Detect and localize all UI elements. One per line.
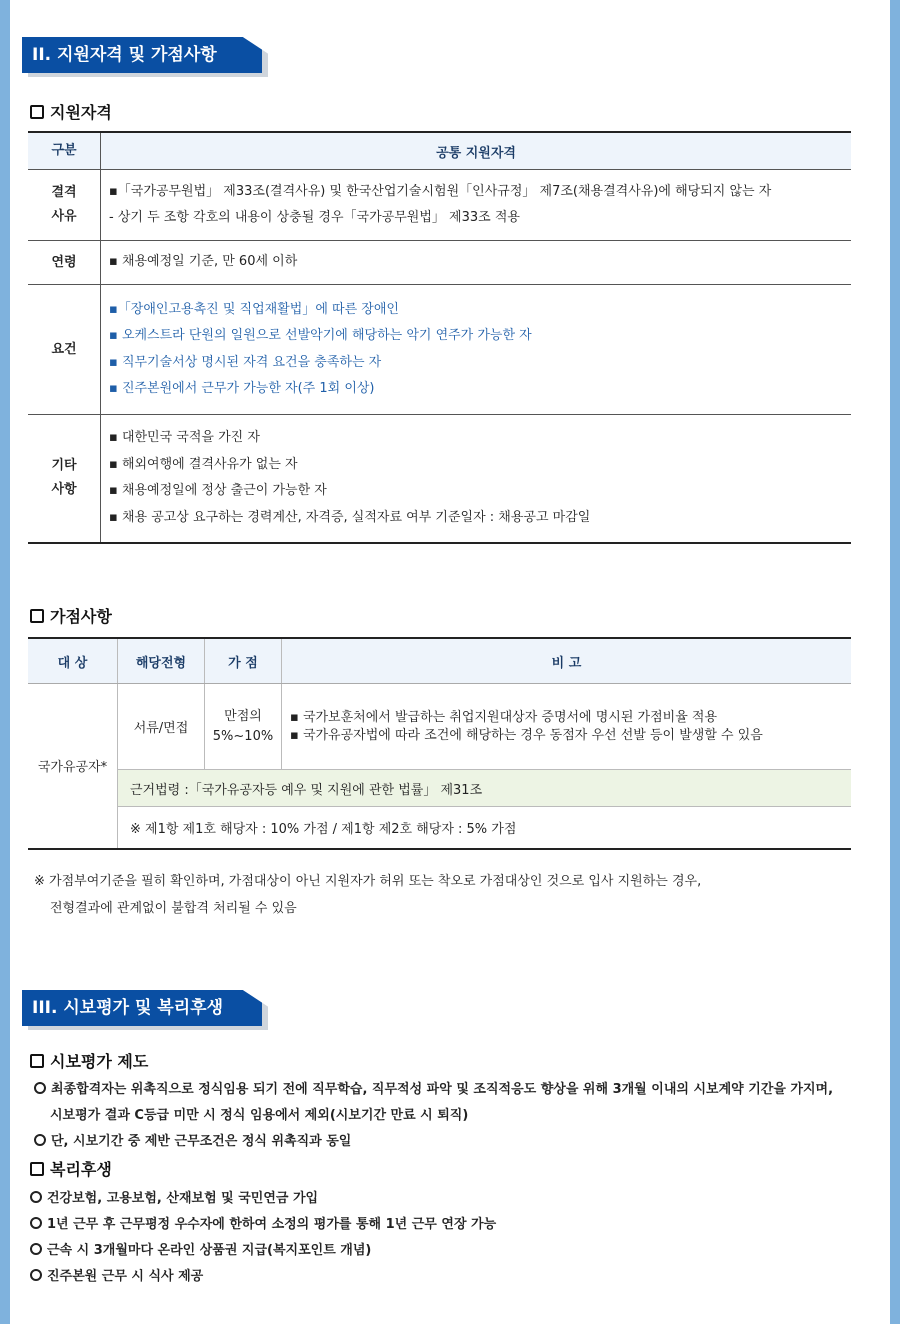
list-item: 1년 근무 후 근무평정 우수자에 한하여 소정의 평가를 통해 1년 근무 연장 가능 xyxy=(30,1213,496,1232)
right-border xyxy=(890,0,900,1324)
legal-basis: 근거법령 :「국가유공자등 예우 및 지원에 관한 법률」 제31조 xyxy=(118,770,852,807)
list-item: 최종합격자는 위촉직으로 정식임용 되기 전에 직무학습, 직무적성 파악 및 조직적응도 향상을 위해 3개월 이내의 시보계약 기간을 가지며, xyxy=(34,1078,833,1097)
list-item: 단, 시보기간 중 제반 근무조건은 정식 위촉직과 동일 xyxy=(34,1130,351,1149)
table-header-row xyxy=(28,132,851,170)
square-bullet-icon xyxy=(30,609,44,623)
circle-bullet-icon xyxy=(30,1243,42,1255)
qualification-table xyxy=(28,131,851,544)
header-points: 가 점 xyxy=(205,638,282,684)
header-common-qualification: 공통 지원자격 xyxy=(101,132,852,170)
section-2-header xyxy=(22,37,268,77)
list-item: 건강보험, 고용보험, 산재보험 및 국민연금 가입 xyxy=(30,1187,318,1206)
header-remarks: 비 고 xyxy=(282,638,852,684)
section-2-title: II. 지원자격 및 가점사항 xyxy=(32,45,217,65)
table-row: 연령 ▪ 채용예정일 기준, 만 60세 이하 xyxy=(28,241,851,285)
table-row: 결격 사유 ▪「국가공무원법」 제33조(결격사유) 및 한국산업기술시험원「인사규정」 제7조(채용결격사유)에 해당되지 않는 자 - 상기 두 조항 각호의 내용이 상충될 경우「국가공무원법」 제33조 적용 xyxy=(28,170,851,241)
bonus-stage: 서류/면접 xyxy=(118,684,205,770)
bonus-target: 국가유공자* xyxy=(28,684,118,849)
circle-bullet-icon xyxy=(34,1134,46,1146)
qualification-heading: 지원자격 xyxy=(30,100,112,123)
table-row: 요건 ▪「장애인고용촉진 및 직업재활법」에 따른 장애인 ▪ 오케스트라 단원의 일원으로 선발악기에 해당하는 악기 연주가 가능한 자 ▪ 직무기술서상 명시된 자격 요건을 충족하는 자 ▪ 진주본원에서 근무가 가능한 자(주 1회 이상) xyxy=(28,285,851,415)
welfare-heading: 복리후생 xyxy=(30,1157,112,1180)
table-row xyxy=(28,770,851,807)
table-row: 기타 사항 ▪ 대한민국 국적을 가진 자 ▪ 해외여행에 결격사유가 없는 자 ▪ 채용예정일에 정상 출근이 가능한 자 ▪ 채용 공고상 요구하는 경력계산, 자격증, 실적자료 여부 기준일자 : 채용공고 마감일 xyxy=(28,415,851,543)
table-header-row xyxy=(28,638,851,684)
clause-note: ※ 제1항 제1호 해당자 : 10% 가점 / 제1항 제2호 해당자 : 5% 가점 xyxy=(130,821,517,837)
square-bullet-icon xyxy=(30,1162,44,1176)
bonus-note-line2: 전형결과에 관계없이 불합격 처리될 수 있음 xyxy=(50,901,297,916)
section-3-title: III. 시보평가 및 복리후생 xyxy=(32,998,223,1018)
list-item: 근속 시 3개월마다 온라인 상품권 지급(복지포인트 개념) xyxy=(30,1239,371,1258)
circle-bullet-icon xyxy=(30,1191,42,1203)
table-row: 국가유공자* 서류/면접 만점의 5%~10% ▪ 국가보훈처에서 발급하는 취업지원대상자 증명서에 명시된 가점비율 적용 ▪ 국가유공자법에 따라 조건에 해당하는 경우 동점자 우선 선발 등이 발생할 수 있음 xyxy=(28,684,851,770)
circle-bullet-icon xyxy=(30,1217,42,1229)
header-target: 대 상 xyxy=(28,638,118,684)
bonus-table xyxy=(28,637,851,850)
bonus-note-line1: ※ 가점부여기준을 필히 확인하며, 가점대상이 아닌 지원자가 허위 또는 착오로 가점대상인 것으로 입사 지원하는 경우, xyxy=(34,874,702,889)
section-3-header xyxy=(22,990,268,1030)
circle-bullet-icon xyxy=(30,1269,42,1281)
left-border xyxy=(0,0,10,1324)
list-item-continuation: 시보평가 결과 C등급 미만 시 정식 임용에서 제외(시보기간 만료 시 퇴직) xyxy=(50,1108,469,1123)
square-bullet-icon xyxy=(30,105,44,119)
header-stage: 해당전형 xyxy=(118,638,205,684)
circle-bullet-icon xyxy=(34,1082,46,1094)
header-category: 구분 xyxy=(28,132,101,170)
square-bullet-icon xyxy=(30,1054,44,1068)
bonus-heading: 가점사항 xyxy=(30,604,112,627)
table-row xyxy=(28,807,851,849)
probation-heading: 시보평가 제도 xyxy=(30,1049,148,1072)
list-item: 진주본원 근무 시 식사 제공 xyxy=(30,1265,203,1284)
